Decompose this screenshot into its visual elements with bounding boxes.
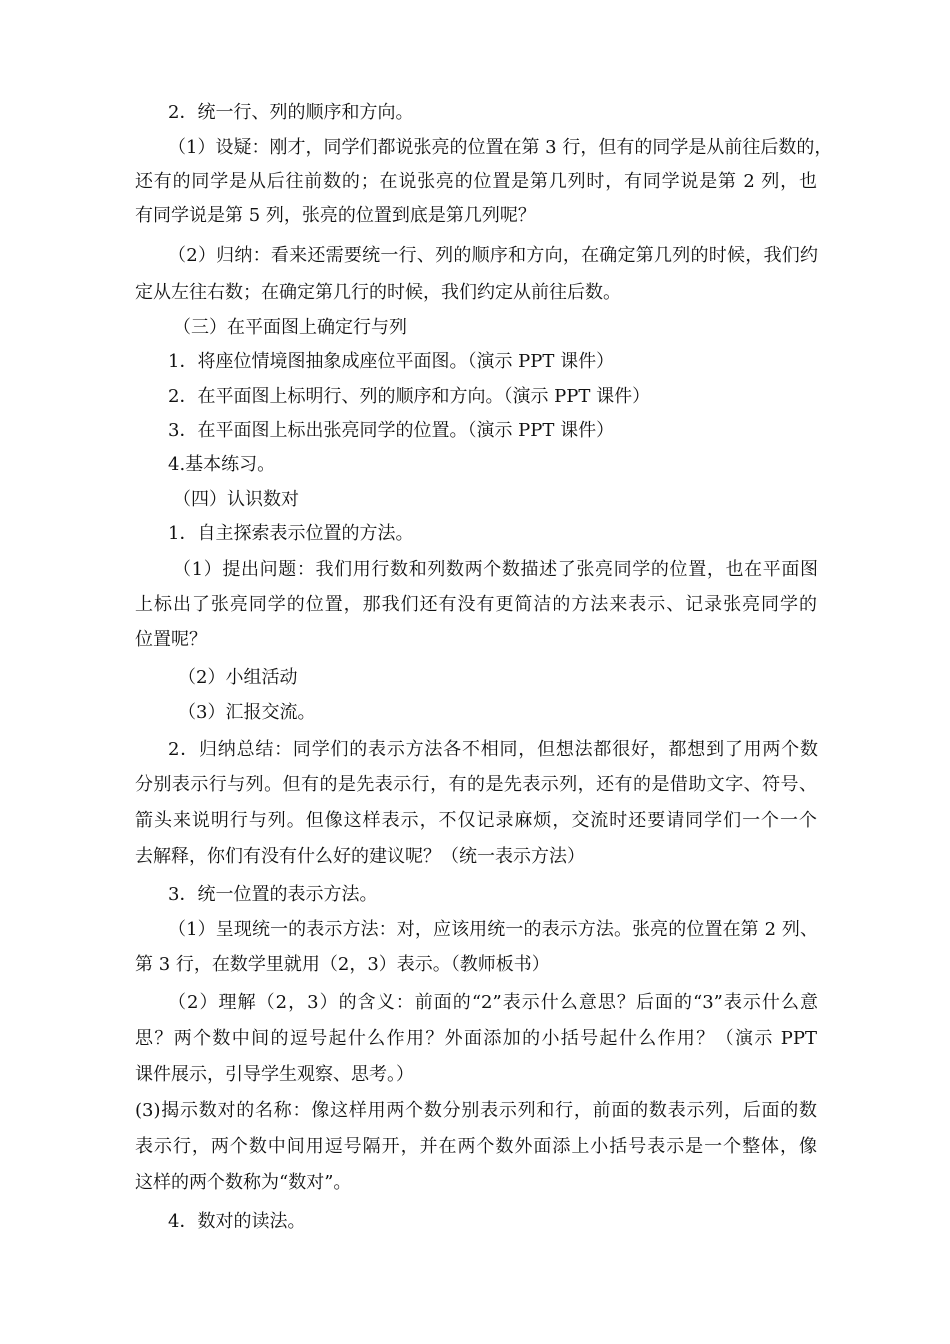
text-line: （1）呈现统一的表示方法：对，应该用统一的表示方法。张亮的位置在第 2 列、 <box>168 919 818 940</box>
text-line: 2．统一行、列的顺序和方向。 <box>168 102 414 123</box>
section-heading: （四）认识数对 <box>173 489 299 510</box>
text-line: (3)揭示数对的名称：像这样用两个数分别表示列和行，前面的数表示列，后面的数 <box>135 1100 817 1121</box>
text-line: 表示行，两个数中间用逗号隔开，并在两个数外面添上小括号表示是一个整体，像 <box>135 1136 817 1157</box>
text-line: 位置呢？ <box>135 629 207 650</box>
text-line: 4.基本练习。 <box>168 454 276 475</box>
text-line: （2）归纳：看来还需要统一行、列的顺序和方向，在确定第几列的时候，我们约 <box>168 245 818 266</box>
text-line: 去解释，你们有没有什么好的建议呢？（统一表示方法） <box>135 846 585 867</box>
text-line: （1）提出问题：我们用行数和列数两个数描述了张亮同学的位置，也在平面图 <box>173 559 818 580</box>
section-heading: （三）在平面图上确定行与列 <box>173 317 407 338</box>
text-line: （2）理解（2，3）的含义：前面的“2”表示什么意思？后面的“3”表示什么意 <box>168 992 818 1013</box>
text-line: 1．自主探索表示位置的方法。 <box>168 523 414 544</box>
text-line: 还有的同学是从后往前数的；在说张亮的位置是第几列时，有同学说是第 2 列，也 <box>135 171 817 192</box>
text-line: 3．在平面图上标出张亮同学的位置。（演示 PPT 课件） <box>168 420 615 441</box>
text-line: 2．归纳总结：同学们的表示方法各不相同，但想法都很好，都想到了用两个数 <box>168 739 818 760</box>
text-line: 2．在平面图上标明行、列的顺序和方向。（演示 PPT 课件） <box>168 386 651 407</box>
text-line: （2）小组活动 <box>178 667 298 688</box>
text-line: 分别表示行与列。但有的是先表示行，有的是先表示列，还有的是借助文字、符号、 <box>135 774 817 795</box>
text-line: 上标出了张亮同学的位置，那我们还有没有更简洁的方法来表示、记录张亮同学的 <box>135 594 817 615</box>
text-line: 1．将座位情境图抽象成座位平面图。（演示 PPT 课件） <box>168 351 615 372</box>
text-line: 第 3 行，在数学里就用（2，3）表示。（教师板书） <box>135 954 550 975</box>
text-line: （3）汇报交流。 <box>178 702 316 723</box>
text-line: 这样的两个数称为“数对”。 <box>135 1172 352 1193</box>
text-line: 有同学说是第 5 列，张亮的位置到底是第几列呢？ <box>135 205 536 226</box>
text-line: 3．统一位置的表示方法。 <box>168 884 378 905</box>
text-line: （1）设疑：刚才，同学们都说张亮的位置在第 3 行，但有的同学是从前往后数的， <box>168 137 833 158</box>
text-line: 定从左往右数；在确定第几行的时候，我们约定从前往后数。 <box>135 282 621 303</box>
text-line: 箭头来说明行与列。但像这样表示，不仅记录麻烦，交流时还要请同学们一个一个 <box>135 810 817 831</box>
text-line: 课件展示，引导学生观察、思考。） <box>135 1064 414 1085</box>
text-line: 4．数对的读法。 <box>168 1211 306 1232</box>
text-line: 思？两个数中间的逗号起什么作用？外面添加的小括号起什么作用？（演示 PPT <box>135 1028 817 1049</box>
